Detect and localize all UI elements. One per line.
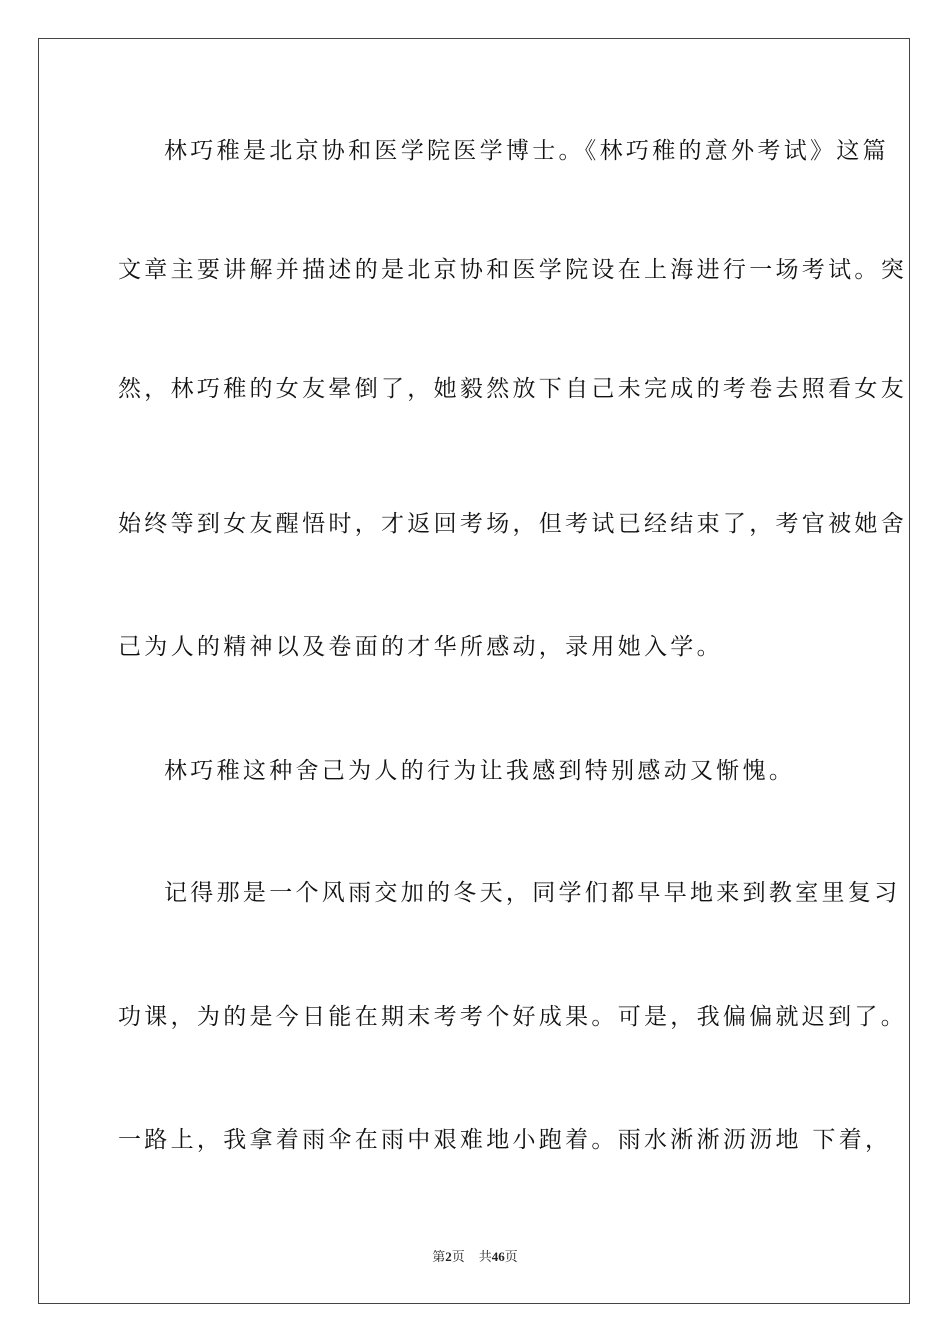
page-footer: [0, 1246, 950, 1265]
paragraph-line: 然，林巧稚的女友晕倒了，她毅然放下自己未完成的考卷去照看女友: [118, 376, 907, 402]
footer-page-suffix: 页: [451, 1249, 465, 1264]
paragraph-line: 功课，为的是今日能在期末考考个好成果。可是，我偏偏就迟到了。: [118, 1004, 907, 1030]
page-border: [38, 38, 910, 1304]
footer-total-pages: 46: [491, 1249, 505, 1264]
footer-total-suffix: 页: [504, 1249, 518, 1264]
footer-page-prefix: 第: [432, 1249, 446, 1264]
paragraph-line: 林巧稚是北京协和医学院医学博士。《林巧稚的意外考试》这篇: [164, 138, 889, 164]
footer-page-number: 2: [445, 1249, 452, 1264]
paragraph-line: 文章主要讲解并描述的是北京协和医学院设在上海进行一场考试。突: [118, 257, 907, 283]
paragraph-line: 一路上，我拿着雨伞在雨中艰难地小跑着。雨水淅淅沥沥地 下着，: [118, 1127, 892, 1153]
footer-total-prefix: 共: [478, 1249, 492, 1264]
paragraph-line: 己为人的精神以及卷面的才华所感动，录用她入学。: [118, 634, 723, 660]
paragraph-line: 林巧稚这种舍己为人的行为让我感到特别感动又惭愧。: [164, 758, 796, 784]
paragraph-line: 记得那是一个风雨交加的冬天，同学们都早早地来到教室里复习: [164, 880, 901, 906]
paragraph-line: 始终等到女友醒悟时，才返回考场，但考试已经结束了，考官被她舍: [118, 511, 907, 537]
